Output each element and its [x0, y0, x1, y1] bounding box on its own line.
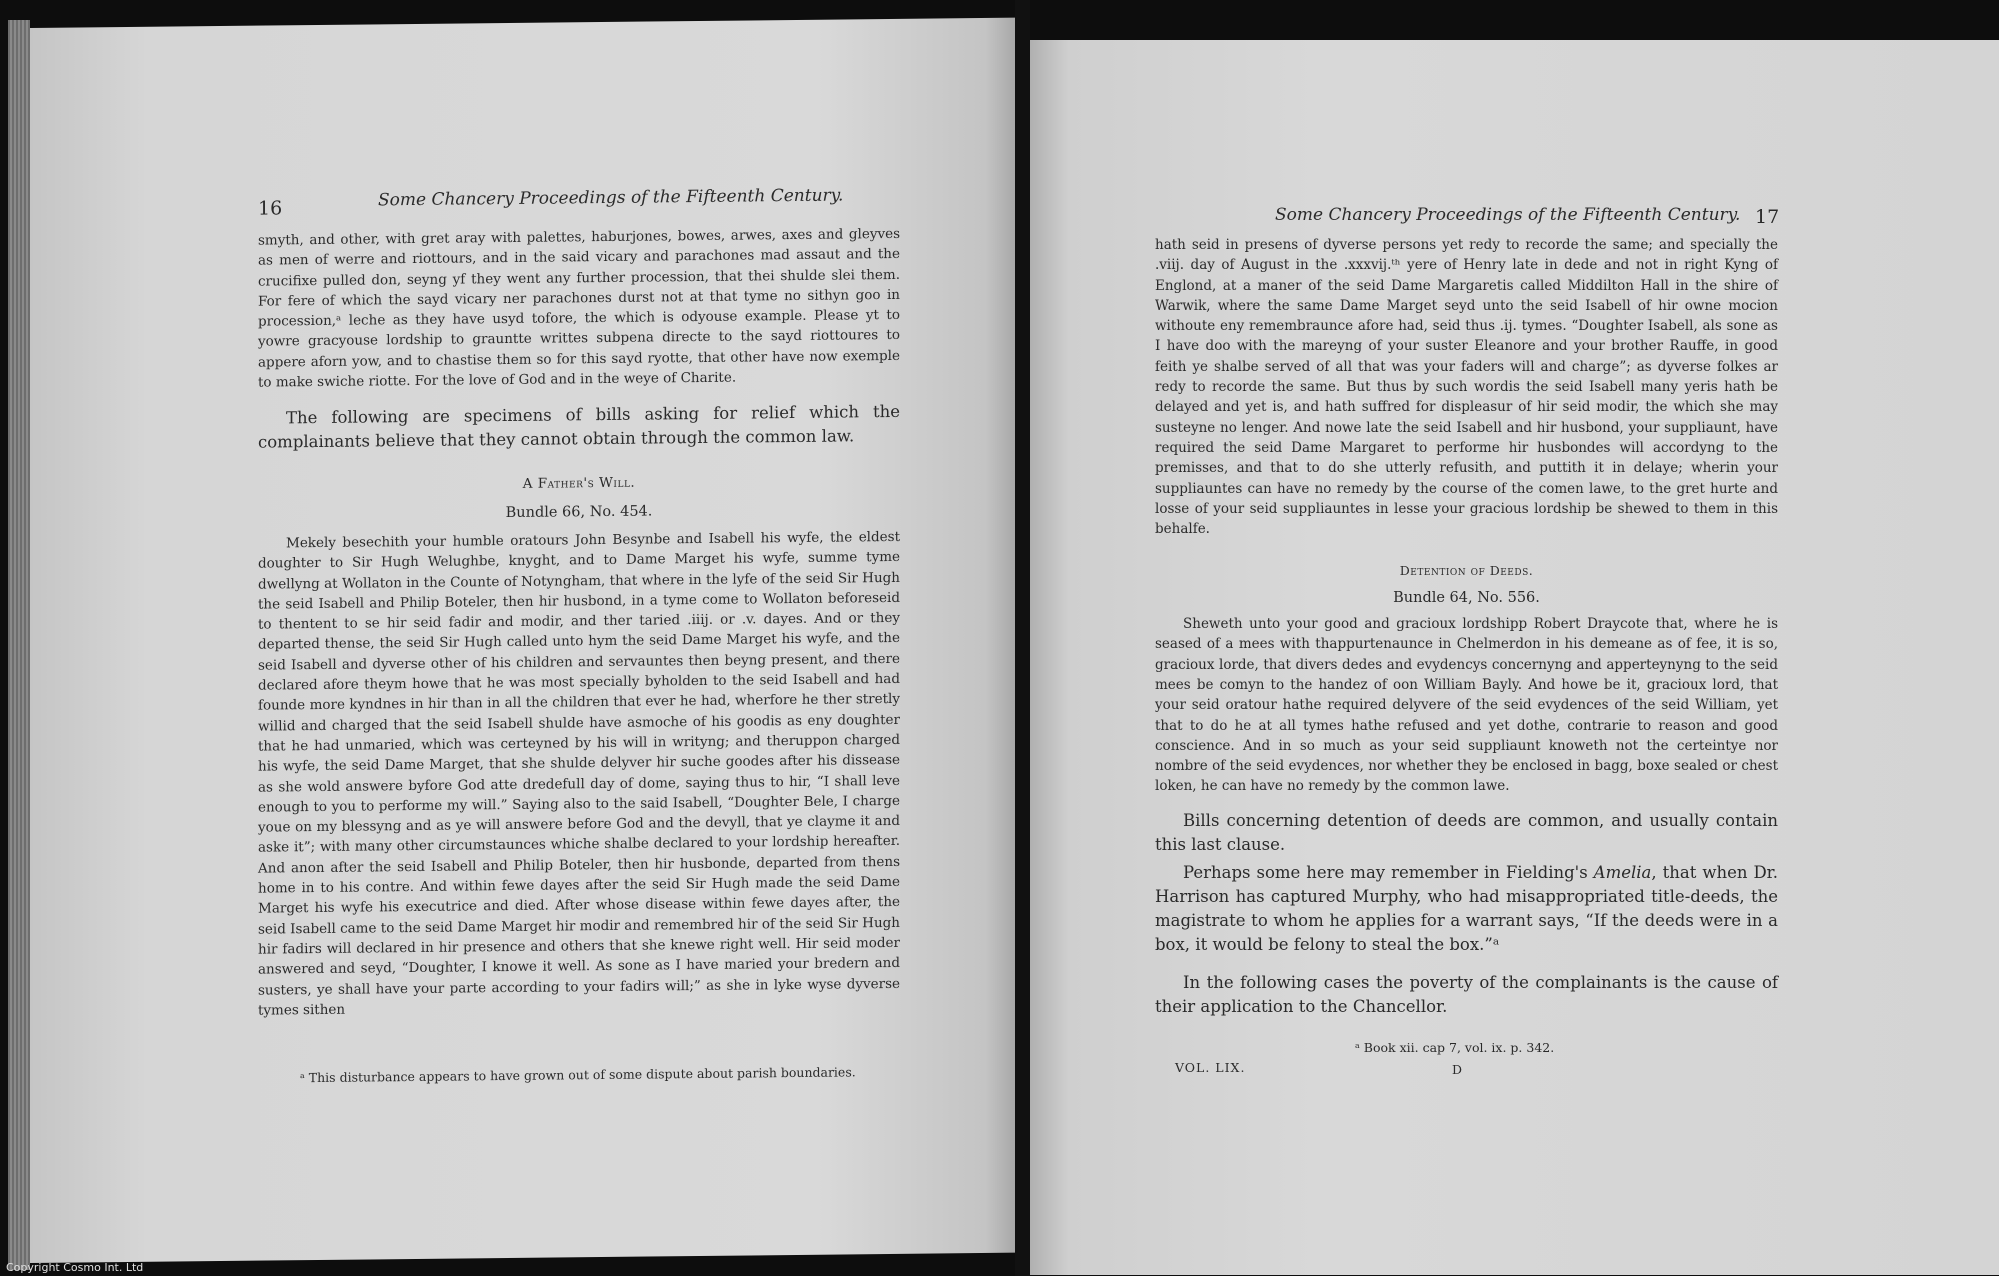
bills-paragraph: Bills concerning detention of deeds are common, and usually contain this last clause. — [1155, 810, 1778, 854]
page-number: 16 — [258, 197, 283, 220]
fielding-paragraph — [1155, 861, 1778, 957]
running-head: Some Chancery Proceedings of the Fifteenth Century. — [378, 185, 844, 211]
footnote: ᵃ Book xii. cap 7, vol. ix. p. 342. — [1355, 1040, 1555, 1055]
opening-paragraph: smyth, and other, with gret aray with palettes, haburjones, bowes, arwes, axes and gleyves as men of werre and riottours, and in the said vicary and parachones mad assaut and the crucifixe pulled don, seyng yf they went any further procession, that thei shulde slei them. For fere of which the sayd vicary ner parachones durst not at that tyme no sithyn goo in procession,ᵃ leche as they have usyd tofore, the which is odyouse example. Please yt to yowre gracyouse lordship to grauntte writtes subpena directe to the sayd riottoures to appere aforn yow, and to chastise them so for this sayd ryotte, that other have now exemple to make swiche riotte. For the love of God and in the weye of Charite. — [258, 225, 900, 391]
book-gutter — [1015, 0, 1030, 1276]
copyright-notice: Copyright Cosmo Int. Ltd — [6, 1261, 144, 1274]
will-body: Mekely besechith your humble oratours John Besynbe and Isabell his wyfe, the eldest doughter to Sir Hugh Welughbe, knyght, and to Dame Marget his wyfe, summe tyme dwellyng at Wollaton in the Counte of Notyngham, that where in the lyfe of the seid Sir Hugh the seid Isabell and Philip Boteler, then hir husbond, in a tyme come to Wollaton beforeseid to thentent to se hir seid fadir and modir, and ther taried .iiij. or .v. dayes. And or they departed thense, the seid Sir Hugh called unto hym the seid Dame Marget his wyfe, and the seid Isabell and dyverse other of his children and servauntes then beyng present, and there declared afore theym howe that he was most specially byholden to the seid Isabell and had founde more kyndnes in hir than in all the children that ever he had, wherfore he ther stretly willid and charged that the seid Isabell shulde have asmoche of his goodis as eny doughter that he had unmaried, which was certeyned by his will in writyng; and theruppon charged his wyfe, the seid Dame Marget, that she shulde delyver hir suche goodes after his dissease as she wold answere byfore God atte dredefull day of dome, saying thus to hir, “I shall leve enough to you to performe my will.” Saying also to the said Isabell, “Doughter Bele, I charge youe on my blessyng and as ye will answere before God and the devyll, that ye clayme it and aske it”; with many other circumstaunces whiche shalbe declared to your lordship hereafter. And anon after the seid Isabell and Philip Boteler, then hir husbonde, departed from thens home in to his contre. And within fewe dayes after the seid Sir Hugh made the seid Dame Marget his wyfe his executrice and died. After whose disease within fewe dayes after, the seid Isabell came to the seid Dame Marget hir modir and remembred hir of the seid Sir Hugh hir fadirs will declared in hir presence and others that she knewe right well. Hir seid moder answered and seyd, “Doughter, I knowe it well. As sone as I have maried your bredern and susters, ye shall have your parte according to your fadirs will;” as she in lyke wyse dyverse tymes sithen — [258, 528, 900, 1019]
section-title: Detention of Deeds. — [1399, 563, 1534, 579]
signature-mark: D — [1452, 1062, 1463, 1077]
book-page-edges — [8, 20, 30, 1270]
left-page — [30, 18, 1015, 1263]
continuation-paragraph: hath seid in presens of dyverse persons yet redy to recorde the same; and specially the .viij. day of August in the .xxxvij.ᵗʰ yere of Henry late in dede and not in right Kyng of Englond, at a maner of the seid Dame Margaretis called Middilton Hall in the shire of Warwik, where the same Dame Marget seyd unto the seid Isabell of hir owne mocion withoute eny remembraunce afore had, seid thus .ij. tymes. “Doughter Isabell, als sone as I have doo with the mareyng of your suster Eleanore and your brother Rauffe, in good feith ye shalbe served of all that was your faders will and charge”; as dyverse folkes ar redy to recorde the same. But thus by such wordis the seid Isabell many yeris hath be delayed and yet is, and hath suffred for displeasur of hir seid modir, the which she may susteyne no lenger. And nowe late the seid Isabell and hir husbond, your suppliaunt, have required the seid Dame Margaret to performe hir husbondes will accordyng to the premisses, and that to do she utterly refusith, and puttith it in delaye; wherin your suppliauntes can have no remedy by the course of the comen lawe, to the gret hurte and losse of your seid suppliauntes in lesse your gracious lordship be shewed to them in this behalfe. — [1155, 237, 1778, 538]
right-text-block — [1155, 235, 1778, 1019]
footnote: ᵃ This disturbance appears to have grown out of some dispute about parish boundaries. — [300, 1064, 856, 1086]
bundle-reference: Bundle 66, No. 454. — [505, 503, 653, 521]
volume-mark: VOL. LIX. — [1175, 1060, 1246, 1075]
right-page — [1030, 40, 1999, 1275]
amelia-title: Amelia — [1593, 862, 1652, 882]
deeds-body: Sheweth unto your good and gracioux lordshipp Robert Draycote that, where he is seased of a mees with thappurtenaunce in Chelmerdon in his demeane as of fee, it is so, gracioux lorde, that divers dedes and evydencys concernyng and apperteynyng to the seid mees be comyn to the handez of oon William Bayly. And howe be it, gracioux lord, that your seid oratour hathe required delyvere of the seid evydences of the seid William, yet that to do he at all tymes hathe refused and yet dothe, contrarie to reason and good conscience. And in so much as your seid suppliaunt knoweth not the certeintye nor nombre of the seid evydences, nor whether they be enclosed in bagg, boxe sealed or chest loken, he can have no remedy by the common lawe. — [1155, 616, 1778, 795]
poverty-paragraph: In the following cases the poverty of the complainants is the cause of their application to the Chancellor. — [1155, 972, 1778, 1016]
running-head: Some Chancery Proceedings of the Fifteenth Century. — [1275, 205, 1741, 225]
intro-paragraph: The following are specimens of bills asking for relief which the complainants believe that they cannot obtain through the common law. — [258, 402, 900, 452]
fielding-text-end: , that when Dr. Harrison has captured Murphy, who had misappropriated title-deeds, the magistrate to whom he applies for a warrant says, “If the deeds were in a box, it would be felony to steal the box.”ᵃ — [1155, 862, 1778, 954]
section-title: A Father's Will. — [522, 475, 636, 493]
left-text-block — [258, 224, 900, 1021]
bundle-reference: Bundle 64, No. 556. — [1393, 589, 1540, 606]
page-number: 17 — [1755, 206, 1780, 228]
fielding-text-start: Perhaps some here may remember in Fielding's — [1183, 862, 1594, 882]
